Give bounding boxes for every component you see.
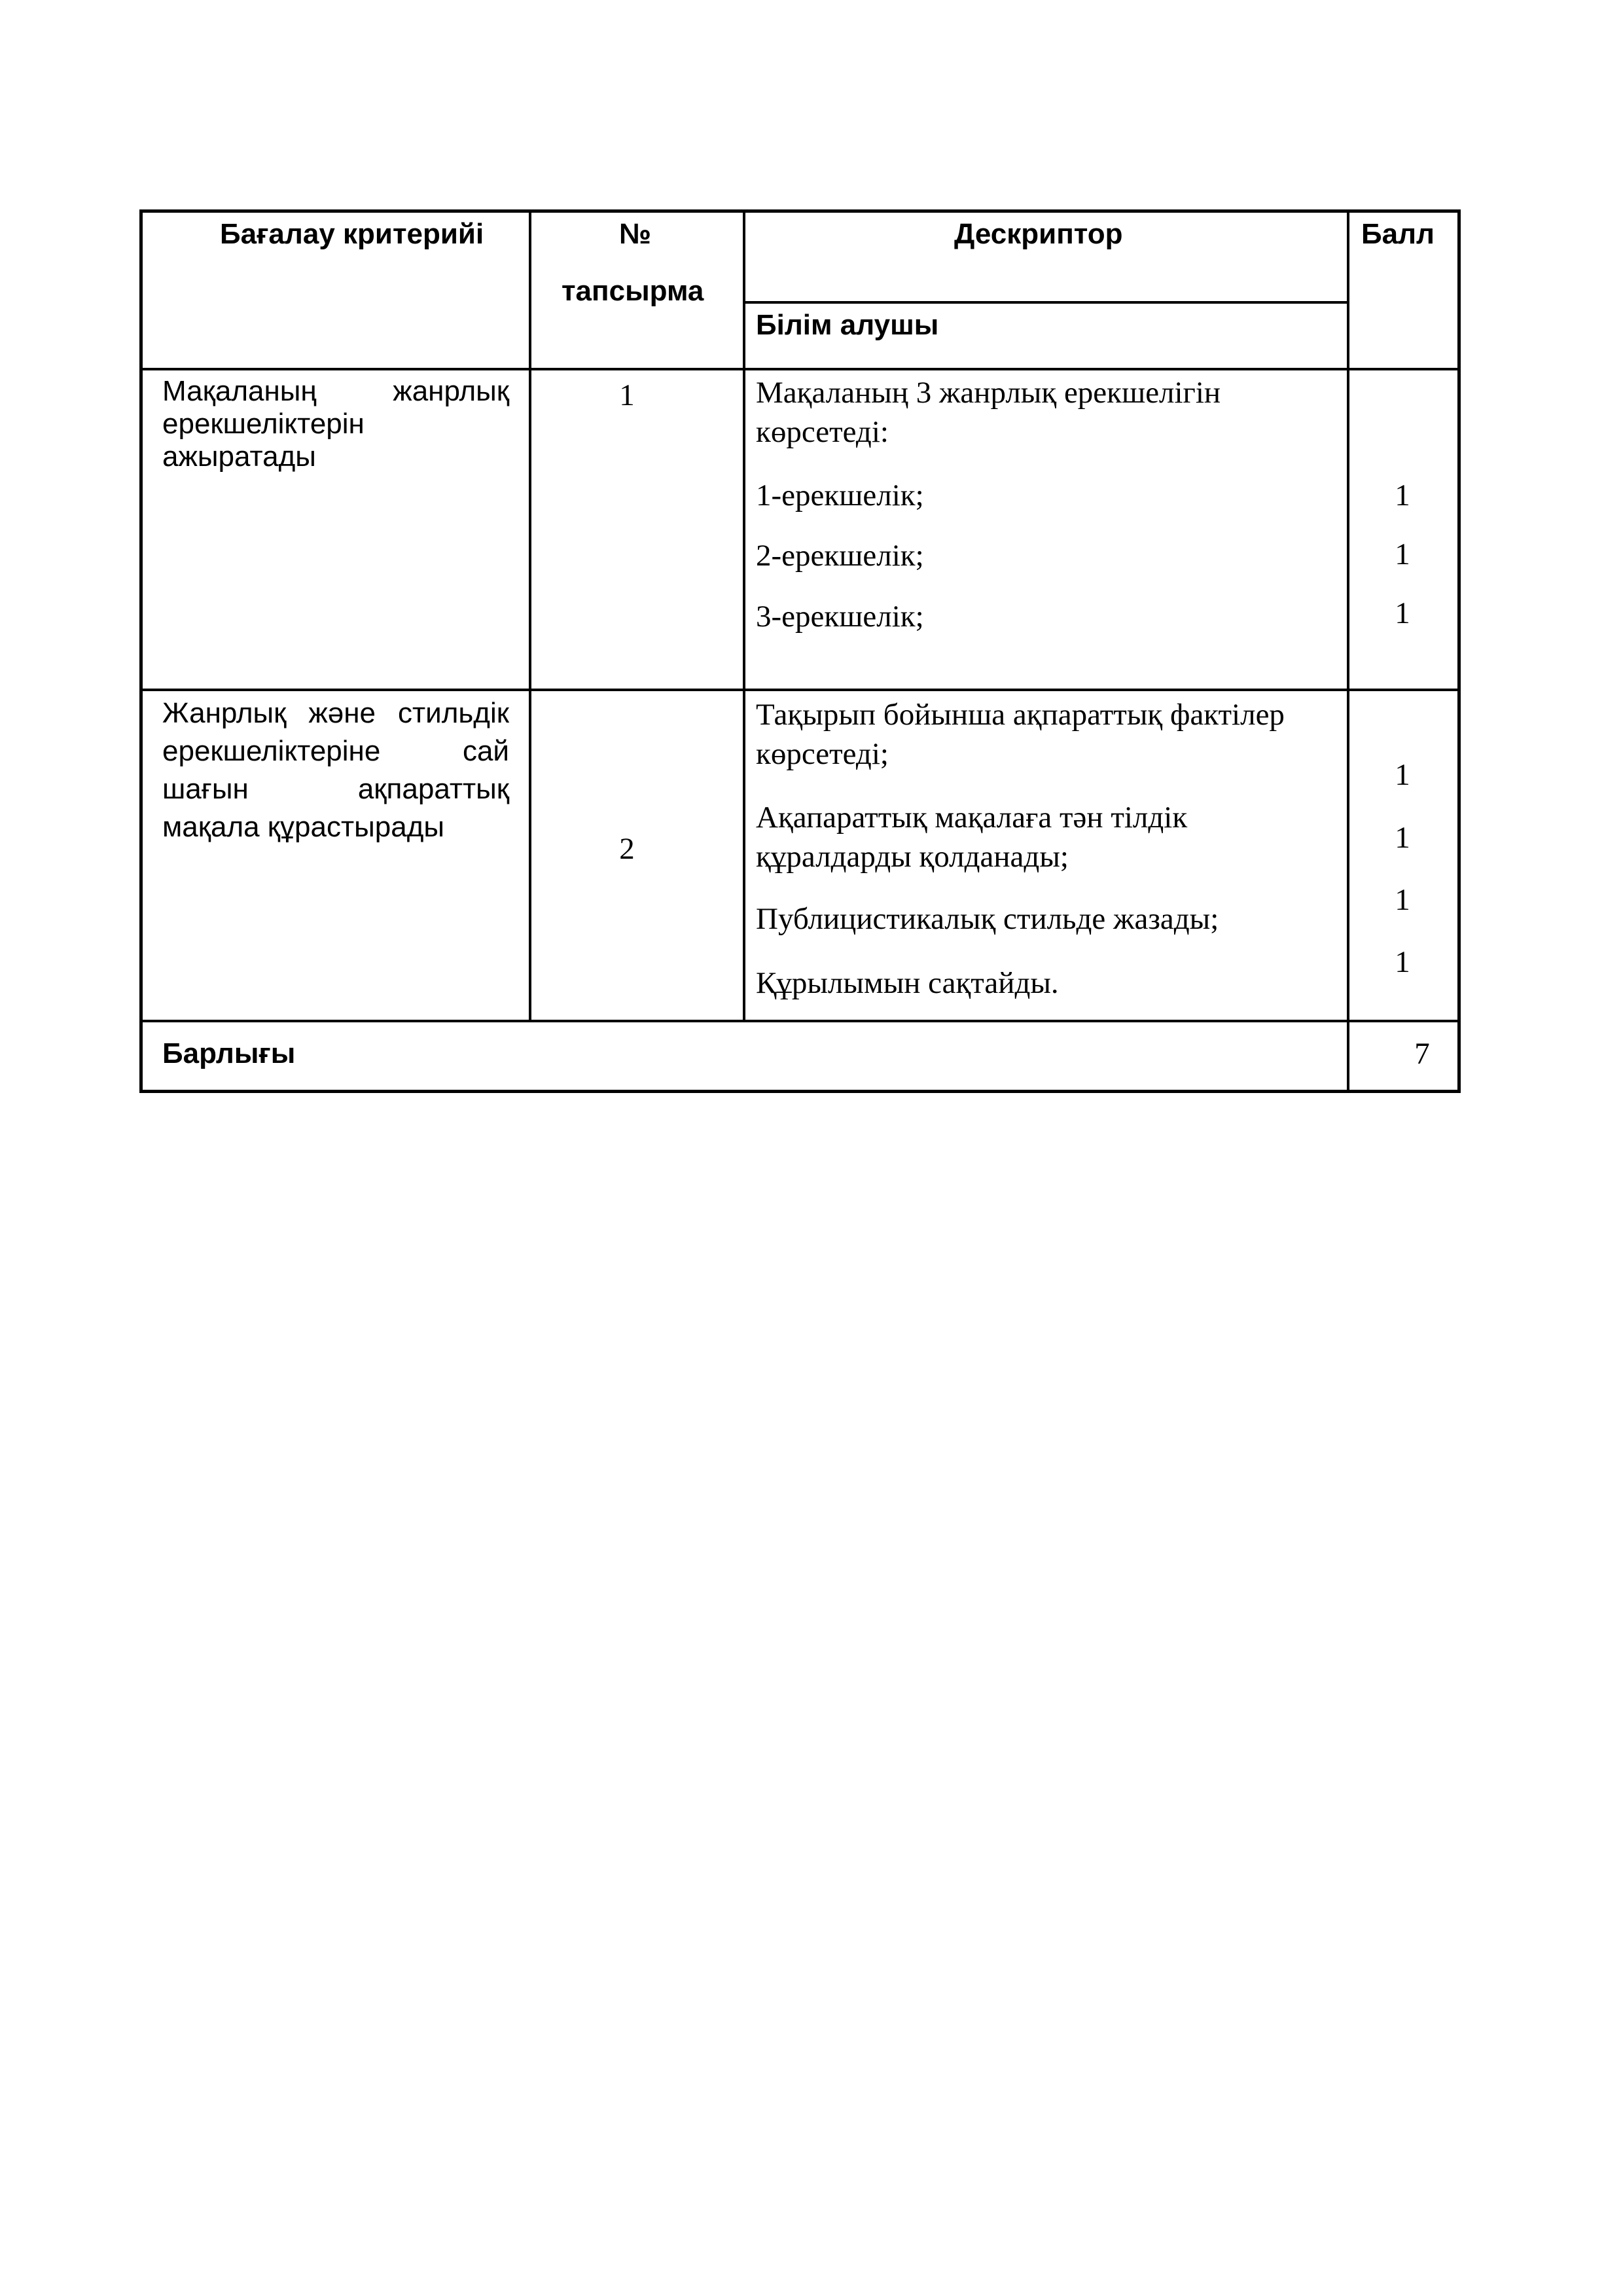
header-descriptor: Дескриптор — [954, 218, 1123, 250]
row1-task-number: 1 — [619, 378, 635, 412]
row2-criteria-line2: ерекшеліктеріне сай — [162, 735, 509, 767]
row2-task-number: 2 — [619, 832, 635, 866]
row1-divider — [143, 689, 1457, 691]
row1-point-3: 1 — [1395, 596, 1410, 630]
header-descriptor-sub: Білім алушы — [756, 309, 939, 341]
total-value: 7 — [1414, 1037, 1430, 1071]
row1-point-2: 1 — [1395, 537, 1410, 571]
col-divider-2 — [743, 213, 745, 1022]
total-label: Барлығы — [162, 1037, 296, 1069]
row1-descriptor-line5: 3-ерекшелік; — [756, 600, 924, 634]
row2-descriptor-line2: көрсетеді; — [756, 737, 889, 771]
row1-descriptor-line3: 1-ерекшелік; — [756, 478, 924, 512]
row1-point-1: 1 — [1395, 478, 1410, 512]
row1-criteria-line2: ерекшеліктерін — [162, 408, 365, 440]
header-task-number-symbol: № — [619, 218, 652, 250]
col-divider-3 — [1347, 213, 1349, 1090]
descriptor-sub-divider — [743, 301, 1349, 304]
header-task-label: тапсырма — [562, 275, 704, 307]
row2-criteria-line1: Жанрлық және стильдік — [162, 697, 509, 729]
row2-descriptor-line3: Ақапараттық мақалаға тән тілдік — [756, 800, 1188, 834]
row2-point-3: 1 — [1395, 883, 1410, 917]
row1-criteria-line3: ажыратады — [162, 440, 316, 473]
row1-criteria-line1: Мақаланың жанрлық — [162, 375, 509, 407]
row2-point-4: 1 — [1395, 945, 1410, 979]
col-divider-1 — [529, 213, 531, 1022]
row2-point-2: 1 — [1395, 821, 1410, 855]
row1-descriptor-line2: көрсетеді: — [756, 415, 889, 449]
assessment-table — [139, 209, 1461, 1093]
row2-descriptor-line1: Тақырып бойынша ақпараттық фактілер — [756, 698, 1285, 732]
header-criteria: Бағалау критерийі — [220, 218, 484, 250]
row2-descriptor-line5: Публицистикалық стильде жазады; — [756, 902, 1219, 936]
header-row-divider — [143, 368, 1457, 370]
row2-divider — [143, 1020, 1457, 1022]
row2-criteria-line4: мақала құрастырады — [162, 811, 445, 843]
row2-point-1: 1 — [1395, 758, 1410, 792]
row2-descriptor-line4: құралдарды қолданады; — [756, 840, 1069, 874]
row2-descriptor-line6: Құрылымын сақтайды. — [756, 966, 1059, 1000]
row1-descriptor-line4: 2-ерекшелік; — [756, 539, 924, 573]
row1-descriptor-line1: Мақаланың 3 жанрлық ерекшелігін — [756, 376, 1221, 410]
row2-criteria-line3: шағын ақпараттық — [162, 773, 509, 805]
header-points: Балл — [1361, 218, 1435, 250]
